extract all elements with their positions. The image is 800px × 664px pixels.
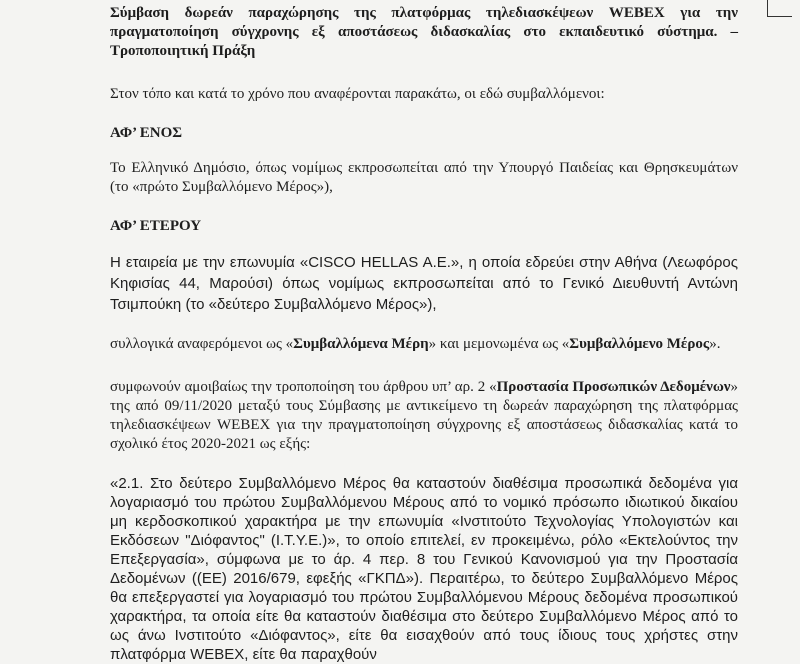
clause-2-1-paragraph: «2.1. Στο δεύτερο Συμβαλλόμενο Μέρος θα καταστούν διαθέσιμα προσωπικά δεδομένα για λογαριασμό του πρώτου Συμβαλλόμενου Μέρους από το νομικό πρόσωπο ιδιωτικού δικαίου μη κερδοσκοπικού χαρακτήρα με την επωνυμία «Ινστιτούτο Τεχνολογίας Υπολογιστών και Εκδόσεων "Διόφαντος" (Ι.Τ.Υ.Ε.)», το οποίο επιτελεί, εν προκειμένω, ρόλο «Εκτελούντος την Επεξεργασία», σύμφωνα με το άρ. 4 περ. 8 του Γενικού Κανονισμού για την Προστασία Δεδομένων ((ΕΕ) 2016/679, εφεξής «ΓΚΠΔ»). Περαιτέρω, το δεύτερο Συμβαλλόμενο Μέρος θα επεξεργαστεί για λογαριασμό του πρώτου Συμβαλλόμενου Μέρους δεδομένα προσωπικού χαρακτήρα, τα οποία είτε θα καταστούν διαθέσιμα στο δεύτερο Συμβαλλόμενο Μέρος από το ως άνω Ινστιτούτο «Διόφαντος», είτε θα εισαχθούν από τους ίδιους τους χρήστες στην πλατφόρμα WEBEX, είτε θα παραχθούν	[110, 475, 738, 663]
document-title: Σύμβαση δωρεάν παραχώρησης της πλατφόρμας τηλεδιασκέψεων WEBEX για την πραγματοποίηση σύγχρονης εξ αποστάσεως διδασκαλίας στο εκπαιδευτικό σύστημα. – Τροποποιητική Πράξη	[110, 5, 738, 59]
party2-heading: ΑΦ’ ΕΤΕΡΟΥ	[110, 218, 202, 234]
party2-paragraph: Η εταιρεία με την επωνυμία «CISCO HELLAS A.E.», η οποία εδρεύει στην Αθήνα (Λεωφόρος Κηφισίας 44, Μαρούσι) όπως νομίμως εκπροσωπείται από το Γενικό Διευθυντή Αντώνη Τσιμπούκη (το «δεύτερο Συμβαλλόμενο Μέρος»),	[110, 254, 738, 313]
collective-text-1: συλλογικά αναφερόμενοι ως «	[110, 336, 294, 352]
party1-heading: ΑΦ’ ΕΝΟΣ	[110, 125, 183, 141]
collective-text-2: » και μεμονωμένα ως «	[428, 336, 570, 352]
party1-paragraph: Το Ελληνικό Δημόσιο, όπως νομίμως εκπροσωπείται από την Υπουργό Παιδείας και Θρησκευμάτων (το «πρώτο Συμβαλλόμενο Μέρος»),	[110, 160, 738, 195]
agreement-term: Προστασία Προσωπικών Δεδομένων	[496, 379, 731, 395]
document-body	[110, 4, 738, 664]
collective-paragraph	[110, 335, 738, 354]
intro-paragraph: Στον τόπο και κατά το χρόνο που αναφέρονται παρακάτω, οι εδώ συμβαλλόμενοι:	[110, 86, 605, 102]
collective-text-3: ».	[709, 336, 721, 352]
collective-term-parties: Συμβαλλόμενα Μέρη	[293, 336, 429, 352]
agreement-paragraph	[110, 378, 738, 454]
agreement-text-2: » της από 09/11/2020 μεταξύ τους Σύμβασης με αντικείμενο τη δωρεάν παραχώρηση της πλατφόρμας τηλεδιασκέψεων WEBEX για την πραγματοποίηση σύγχρονης εξ αποστάσεως διδασκαλίας κατά το σχολικό έτος 2020-2021 ως εξής:	[110, 379, 738, 452]
agreement-text-1: συμφωνούν αμοιβαίως την τροποποίηση του άρθρου υπ’ αρ. 2 «	[110, 379, 497, 395]
collective-term-party: Συμβαλλόμενο Μέρος	[569, 336, 710, 352]
corner-mark	[767, 0, 792, 17]
